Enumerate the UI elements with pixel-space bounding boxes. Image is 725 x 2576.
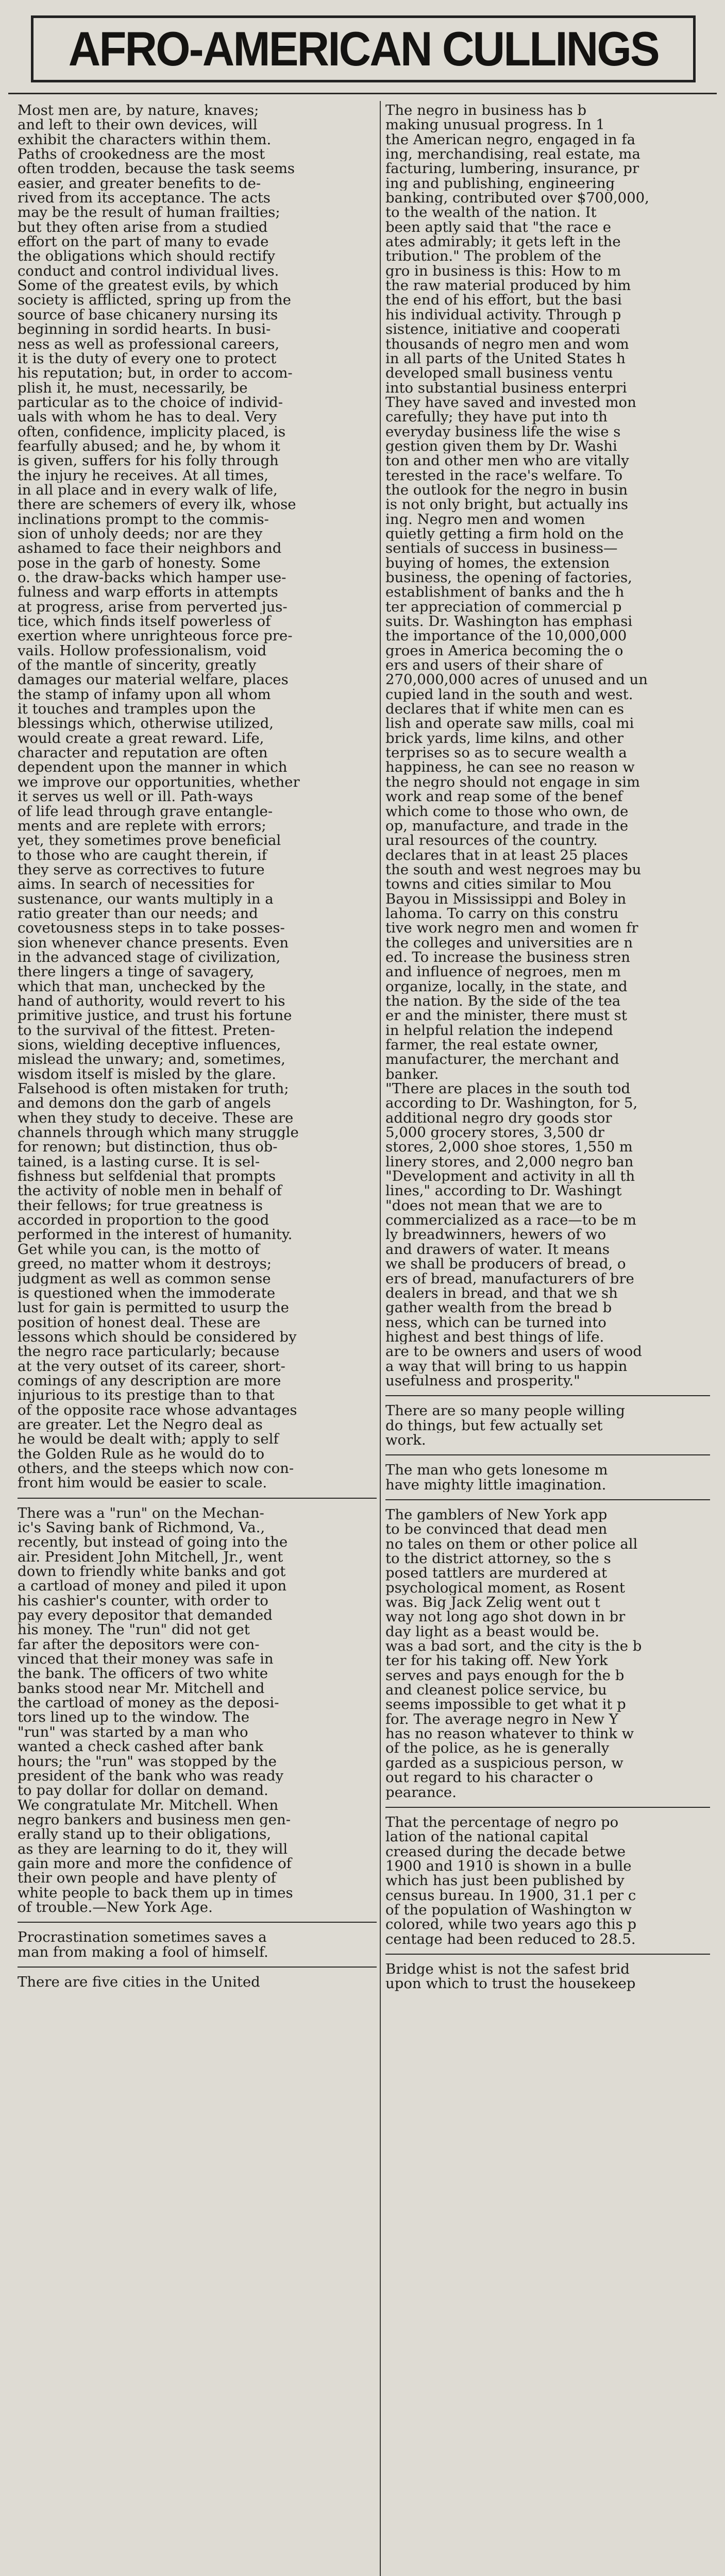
text-line: carefully; they have put into th	[385, 410, 608, 425]
text-line: and influence of negroes, men m	[385, 964, 621, 979]
text-line: wisdom itself is misled by the glare.	[18, 1066, 277, 1082]
text-line: lines," according to Dr. Washingt	[385, 1183, 622, 1198]
text-line: stores, 2,000 shoe stores, 1,550 m	[385, 1140, 633, 1155]
text-line: pay every depositor that demanded	[18, 1608, 273, 1623]
text-line: There are so many people willing	[385, 1403, 625, 1418]
text-line: banker.	[385, 1066, 439, 1082]
text-line: manufacturer, the merchant and	[385, 1052, 619, 1067]
text-line: centage had been reduced to 28.5.	[385, 1931, 636, 1946]
text-line: would create a great reward. Life,	[18, 731, 264, 746]
text-line: negro bankers and business men gen-	[18, 1812, 291, 1827]
text-line: of life lead through grave entangle-	[18, 804, 273, 819]
text-line: been aptly said that "the race e	[385, 219, 611, 235]
text-line: "does not mean that we are to	[385, 1198, 602, 1213]
text-line: mislead the unwary; and, sometimes,	[18, 1052, 285, 1067]
text-line: business, the opening of factories,	[385, 570, 632, 585]
text-line: Falsehood is often mistaken for truth;	[18, 1081, 289, 1096]
text-line: the American negro, engaged in fa	[385, 132, 635, 147]
text-line: Bridge whist is not the safest brid	[385, 1961, 630, 1977]
text-line: the negro race particularly; because	[18, 1344, 280, 1359]
text-line: Paths of crookedness are the most	[18, 147, 265, 162]
text-line: there lingers a tinge of savagery,	[18, 964, 255, 979]
text-line: commercialized as a race—to be m	[385, 1213, 636, 1228]
text-line: the outlook for the negro in busin	[385, 482, 628, 498]
text-line: no tales on them or other police all	[385, 1536, 638, 1551]
text-line: exhibit the characters within them.	[18, 132, 272, 147]
text-line: a cartload of money and piled it upon	[18, 1579, 287, 1594]
text-line: sentials of success in business—	[385, 541, 618, 556]
text-line: work.	[385, 1432, 426, 1448]
text-line: inclinations prompt to the commis-	[18, 512, 269, 527]
text-line: the nation. By the side of the tea	[385, 993, 621, 1009]
text-line: of the opposite race whose advantages	[18, 1402, 297, 1417]
text-line: the bank. The officers of two white	[18, 1666, 268, 1681]
text-line: was. Big Jack Zelig went out t	[385, 1595, 600, 1610]
text-line: of the police, as he is generally	[385, 1741, 610, 1756]
text-line: often, confidence, implicity placed, is	[18, 424, 286, 439]
text-line: towns and cities similar to Mou	[385, 877, 612, 892]
text-line: far after the depositors were con-	[18, 1637, 260, 1652]
article-bridge-whist	[385, 1962, 710, 1991]
text-line: sion of unholy deeds; nor are they	[18, 526, 263, 541]
text-line: Most men are, by nature, knaves;	[18, 103, 259, 118]
text-line: which come to those who own, de	[385, 804, 629, 819]
text-line: may be the result of human frailties;	[18, 205, 280, 220]
text-line: tained, is a lasting curse. It is sel-	[18, 1154, 260, 1170]
text-line: the activity of noble men in behalf of	[18, 1183, 282, 1198]
text-line: banks stood near Mr. Mitchell and	[18, 1681, 265, 1696]
text-line: Get while you can, is the motto of	[18, 1242, 260, 1257]
text-line: buying of homes, the extension	[385, 555, 610, 570]
text-line: the stamp of infamy upon all whom	[18, 687, 271, 702]
text-line: according to Dr. Washington, for 5,	[385, 1096, 638, 1111]
article-lonesome	[385, 1463, 710, 1492]
text-line: lish and operate saw mills, coal mi	[385, 716, 634, 731]
text-line: terprises so as to secure wealth a	[385, 745, 627, 760]
text-line: which has just been published by	[385, 1873, 625, 1888]
text-line: and cleanest police service, bu	[385, 1683, 607, 1698]
text-line: The man who gets lonesome m	[385, 1463, 608, 1478]
text-line: for. The average negro in New Y	[385, 1711, 618, 1727]
text-line: aims. In search of necessities for	[18, 877, 254, 892]
text-line: out regard to his character o	[385, 1770, 593, 1785]
text-line: the cartload of money as the deposi-	[18, 1696, 279, 1710]
text-line: ing and publishing, engineering	[385, 176, 615, 191]
text-line: terested in the race's welfare. To	[385, 468, 623, 483]
text-line: white people to back them up in times	[18, 1885, 293, 1900]
article-separator	[385, 1807, 710, 1808]
text-line: The gamblers of New York app	[385, 1507, 608, 1522]
text-line: brick yards, lime kilns, and other	[385, 731, 624, 746]
text-line: tribution." The problem of the	[385, 249, 601, 264]
text-line: seems impossible to get what it p	[385, 1697, 626, 1712]
text-line: conduct and control individual lives.	[18, 263, 279, 279]
text-line: The negro in business has b	[385, 103, 587, 118]
text-line: colored, while two years ago this p	[385, 1917, 637, 1932]
text-line: wanted a check cashed after bank	[18, 1739, 264, 1754]
text-line: pose in the garb of honesty. Some	[18, 555, 261, 570]
text-line: declares that if white men can es	[385, 702, 624, 717]
article-knaves	[18, 103, 377, 1490]
text-line: at the very outset of its career, short-	[18, 1359, 285, 1374]
text-line: tive work negro men and women fr	[385, 921, 638, 936]
text-line: are greater. Let the Negro deal as	[18, 1417, 263, 1432]
text-line: lust for gain is permitted to usurp the	[18, 1300, 289, 1315]
text-line: ural resources of the country.	[385, 833, 598, 848]
text-line: lessons which should be considered by	[18, 1329, 297, 1345]
text-line: happiness, he can see no reason w	[385, 760, 635, 775]
text-line: farmer, the real estate owner,	[385, 1038, 599, 1053]
text-line: the colleges and universities are n	[385, 935, 633, 950]
text-line: "There are places in the south tod	[385, 1081, 631, 1096]
text-line: ers of bread, manufacturers of bre	[385, 1271, 634, 1286]
text-line: of trouble.—New York Age.	[18, 1900, 213, 1915]
text-line: easier, and greater benefits to de-	[18, 176, 261, 191]
text-line: er and the minister, there must st	[385, 1008, 627, 1023]
text-line: gain more and more the confidence of	[18, 1856, 292, 1871]
text-line: sion whenever chance presents. Even	[18, 935, 289, 950]
text-line: Bayou in Mississippi and Boley in	[385, 891, 627, 906]
text-line: to be convinced that dead men	[385, 1522, 608, 1537]
text-line: tors lined up to the window. The	[18, 1710, 250, 1725]
text-line: exertion where unrighteous force pre-	[18, 629, 293, 643]
article-gamblers	[385, 1507, 710, 1800]
text-line: into substantial business enterpri	[385, 380, 627, 395]
text-line: their own people and have plenty of	[18, 1871, 276, 1886]
text-line: garded as a suspicious person, w	[385, 1755, 623, 1771]
text-line: to the district attorney, so the s	[385, 1551, 611, 1566]
text-line: organize, locally, in the state, and	[385, 979, 628, 994]
right-column	[385, 103, 710, 2576]
text-line: his money. The "run" did not get	[18, 1622, 250, 1637]
text-line: the importance of the 10,000,000	[385, 629, 627, 643]
text-line: gro in business is this: How to m	[385, 263, 621, 279]
text-line: the injury he receives. At all times,	[18, 468, 268, 483]
text-line: and left to their own devices, will	[18, 117, 258, 132]
text-line: vails. Hollow professionalism, void	[18, 643, 267, 658]
text-line: ing, merchandising, real estate, ma	[385, 147, 640, 162]
article-separator	[18, 1967, 377, 1968]
text-line: and demons don the garb of angels	[18, 1096, 271, 1111]
text-line: character and reputation are often	[18, 745, 268, 760]
text-line: but they often arise from a studied	[18, 219, 268, 235]
text-line: serves and pays enough for the b	[385, 1668, 625, 1683]
text-line: covetousness steps in to take posses-	[18, 921, 285, 936]
text-line: at progress, arise from perverted jus-	[18, 599, 288, 615]
text-line: day light as a beast would be.	[385, 1624, 600, 1639]
text-line: hand of authority, would revert to his	[18, 993, 285, 1009]
text-line: there are schemers of every ilk, whose	[18, 497, 296, 512]
text-line: front him would be easier to scale.	[18, 1476, 267, 1490]
article-so-many-people	[385, 1403, 710, 1447]
text-line: making unusual progress. In 1	[385, 117, 605, 132]
text-line: plish it, he must, necessarily, be	[18, 380, 248, 395]
text-line: gather wealth from the bread b	[385, 1300, 612, 1315]
text-line: as they are learning to do it, they will	[18, 1841, 288, 1856]
text-line: recently, but instead of going into the	[18, 1535, 288, 1550]
text-line: lahoma. To carry on this constru	[385, 906, 619, 921]
text-line: their fellows; for true greatness is	[18, 1198, 263, 1213]
text-line: declares that in at least 25 places	[385, 848, 628, 862]
text-line: facturing, lumbering, insurance, pr	[385, 161, 639, 176]
text-line: groes in America becoming the o	[385, 643, 623, 658]
text-line: creased during the decade betwe	[385, 1844, 626, 1859]
text-line: usefulness and prosperity."	[385, 1373, 580, 1388]
text-line: when they study to deceive. These are	[18, 1110, 294, 1126]
text-line: it is the duty of every one to protect	[18, 351, 277, 366]
text-line: fishness but selfdenial that prompts	[18, 1169, 276, 1184]
text-line: thousands of negro men and wom	[385, 336, 629, 351]
text-line: of the population of Washington w	[385, 1902, 632, 1918]
article-separator	[385, 1395, 710, 1396]
text-line: the end of his effort, but the basi	[385, 293, 622, 308]
text-line: is questioned when the immoderate	[18, 1285, 276, 1301]
text-line: primitive justice, and trust his fortune	[18, 1008, 292, 1023]
text-line: ton and other men who are vitally	[385, 453, 629, 468]
text-line: source of base chicanery nursing its	[18, 307, 278, 323]
text-line: fearfully abused; and he, by whom it	[18, 438, 280, 454]
page-title: AFRO-AMERICAN CULLINGS	[68, 22, 659, 76]
text-line: highest and best things of life.	[385, 1329, 604, 1345]
text-line: ter for his taking off. New York	[385, 1653, 608, 1668]
text-line: injurious to its prestige than to that	[18, 1388, 275, 1403]
text-line: 5,000 grocery stores, 3,500 dr	[385, 1125, 604, 1140]
article-procrastination	[18, 1930, 377, 1959]
text-line: ments and are replete with errors;	[18, 818, 266, 834]
text-line: Some of the greatest evils, by which	[18, 278, 279, 293]
text-line: quietly getting a firm hold on the	[385, 526, 624, 541]
text-line: it touches and tramples upon the	[18, 702, 256, 717]
text-line: effort on the part of many to evade	[18, 234, 269, 249]
text-line: in all parts of the United States h	[385, 351, 626, 366]
text-line: census bureau. In 1900, 31.1 per c	[385, 1888, 636, 1903]
text-line: That the percentage of negro po	[385, 1815, 619, 1830]
text-line: damages our material welfare, places	[18, 672, 289, 687]
text-line: ers and users of their share of	[385, 658, 603, 673]
text-line: in the advanced stage of civilization,	[18, 950, 281, 965]
text-line: president of the bank who was ready	[18, 1768, 283, 1784]
text-line: uals with whom he has to deal. Very	[18, 410, 277, 425]
text-line: linery stores, and 2,000 negro ban	[385, 1154, 634, 1170]
text-line: ness, which can be turned into	[385, 1315, 606, 1330]
text-line: cupied land in the south and west.	[385, 687, 633, 702]
text-line: for renown; but distinction, thus ob-	[18, 1140, 278, 1155]
text-line: to pay dollar for dollar on demand.	[18, 1783, 268, 1798]
text-line: his cashier's counter, with order to	[18, 1593, 268, 1608]
text-line: ing. Negro men and women	[385, 512, 585, 527]
text-line: psychological moment, as Rosent	[385, 1580, 625, 1596]
text-line: we shall be producers of bread, o	[385, 1257, 626, 1272]
article-percentage	[385, 1815, 710, 1946]
text-line: we improve our opportunities, whether	[18, 774, 300, 790]
left-column	[18, 103, 377, 2576]
text-line: greed, no matter whom it destroys;	[18, 1257, 272, 1272]
text-line: ashamed to face their neighbors and	[18, 541, 282, 556]
text-line: and drawers of water. It means	[385, 1242, 610, 1257]
text-line: fulness and warp efforts in attempts	[18, 585, 278, 600]
text-line: his individual activity. Through p	[385, 307, 621, 323]
text-line: There are five cities in the United	[18, 1974, 260, 1990]
masthead-box	[31, 15, 696, 82]
text-line: society is afflicted, spring up from the	[18, 293, 291, 308]
article-run-on-bank	[18, 1506, 377, 1915]
masthead-rule	[8, 93, 717, 94]
text-line: lation of the national capital	[385, 1829, 588, 1844]
article-separator	[18, 1498, 377, 1499]
text-line: establishment of banks and the h	[385, 585, 625, 600]
text-line: in all place and in every walk of life,	[18, 482, 278, 498]
article-negro-business	[385, 103, 710, 1388]
article-separator	[385, 1454, 710, 1455]
text-line: have mighty little imagination.	[385, 1477, 606, 1492]
text-line: They have saved and invested mon	[385, 395, 636, 410]
text-line: comings of any description are more	[18, 1373, 281, 1388]
text-line: man from making a fool of himself.	[18, 1944, 268, 1959]
text-line: work and reap some of the benef	[385, 789, 623, 804]
text-line: everyday business life the wise s	[385, 424, 621, 439]
text-line: dealers in bread, and that we sh	[385, 1285, 618, 1301]
text-line: air. President John Mitchell, Jr., went	[18, 1549, 283, 1565]
text-line: particular as to the choice of individ-	[18, 395, 283, 410]
text-line: ratio greater than our needs; and	[18, 906, 258, 921]
text-line: upon which to trust the housekeep	[385, 1976, 636, 1991]
text-line: he would be dealt with; apply to self	[18, 1432, 279, 1447]
text-line: to the survival of the fittest. Preten-	[18, 1023, 275, 1038]
text-line: do things, but few actually set	[385, 1418, 603, 1433]
text-line: tice, which finds itself powerless of	[18, 614, 271, 629]
text-line: accorded in proportion to the good	[18, 1213, 269, 1228]
article-separator	[385, 1954, 710, 1955]
text-line: it serves us well or ill. Path-ways	[18, 789, 254, 804]
text-line: to the wealth of the nation. It	[385, 205, 597, 220]
text-line: to those who are caught therein, if	[18, 848, 267, 862]
text-line: 1900 and 1910 is shown in a bulle	[385, 1858, 632, 1874]
text-line: pearance.	[385, 1785, 457, 1800]
text-line: position of honest deal. These are	[18, 1315, 261, 1330]
text-line: his reputation; but, in order to accom-	[18, 366, 293, 381]
text-line: of the mantle of sincerity, greatly	[18, 658, 257, 673]
text-line: channels through which many struggle	[18, 1125, 299, 1140]
text-line: the raw material produced by him	[385, 278, 631, 293]
text-line: additional negro dry goods stor	[385, 1110, 612, 1126]
text-line: sions, wielding deceptive influences,	[18, 1038, 281, 1053]
column-divider	[380, 101, 381, 2576]
text-line: often trodden, because the task seems	[18, 161, 295, 176]
text-line: beginning in sordid hearts. In busi-	[18, 322, 271, 337]
article-separator	[18, 1922, 377, 1923]
text-line: ly breadwinners, hewers of wo	[385, 1227, 606, 1242]
text-line: judgment as well as common sense	[18, 1271, 271, 1286]
text-line: banking, contributed over $700,000,	[385, 191, 649, 206]
text-line: 270,000,000 acres of unused and un	[385, 672, 648, 687]
text-line: are to be owners and users of wood	[385, 1344, 642, 1359]
text-line: o. the draw-backs which hamper use-	[18, 570, 286, 585]
text-line: posed tattlers are murdered at	[385, 1566, 608, 1581]
text-line: the south and west negroes may bu	[385, 862, 642, 877]
text-line: which that man, unchecked by the	[18, 979, 265, 994]
text-line: ter appreciation of commercial p	[385, 599, 622, 615]
text-line: ates admirably; it gets left in the	[385, 234, 621, 249]
text-line: ic's Saving bank of Richmond, Va.,	[18, 1520, 265, 1535]
text-line: the negro should not engage in sim	[385, 774, 640, 790]
text-line: rived from its acceptance. The acts	[18, 191, 271, 206]
text-line: yet, they sometimes prove beneficial	[18, 833, 281, 848]
text-line: a way that will bring to us happin	[385, 1359, 628, 1374]
text-line: There was a "run" on the Mechan-	[18, 1505, 264, 1520]
text-line: the obligations which should rectify	[18, 249, 276, 264]
text-line: ness as well as professional careers,	[18, 336, 280, 351]
text-line: op, manufacture, and trade in the	[385, 818, 629, 834]
text-line: has no reason whatever to think w	[385, 1726, 634, 1741]
text-line: hours; the "run" was stopped by the	[18, 1754, 277, 1769]
text-line: sistence, initiative and cooperati	[385, 322, 620, 337]
text-line: is not only bright, but actually ins	[385, 497, 628, 512]
article-five-cities	[18, 1975, 377, 1989]
text-line: vinced that their money was safe in	[18, 1652, 274, 1667]
text-line: suits. Dr. Washington has emphasi	[385, 614, 633, 629]
text-line: others, and the steeps which now con-	[18, 1461, 294, 1476]
text-line: was a bad sort, and the city is the b	[385, 1639, 642, 1654]
text-line: "Development and activity in all th	[385, 1169, 635, 1184]
text-line: erally stand up to their obligations,	[18, 1827, 272, 1842]
text-line: the Golden Rule as he would do to	[18, 1446, 265, 1461]
text-line: Procrastination sometimes saves a	[18, 1930, 267, 1945]
text-line: developed small business ventu	[385, 366, 613, 381]
text-line: is given, suffers for his folly through	[18, 453, 279, 468]
text-line: way not long ago shot down in br	[385, 1609, 626, 1624]
text-line: We congratulate Mr. Mitchell. When	[18, 1798, 279, 1812]
text-line: gestion given them by Dr. Washi	[385, 438, 617, 454]
text-line: dependent upon the manner in which	[18, 760, 288, 775]
text-line: performed in the interest of humanity.	[18, 1227, 293, 1242]
text-line: blessings which, otherwise utilized,	[18, 716, 274, 731]
text-line: sustenance, our wants multiply in a	[18, 891, 274, 906]
text-line: ed. To increase the business stren	[385, 950, 630, 965]
text-line: down to friendly white banks and got	[18, 1564, 286, 1579]
text-line: "run" was started by a man who	[18, 1724, 248, 1740]
article-separator	[385, 1499, 710, 1500]
text-line: in helpful relation the independ	[385, 1023, 613, 1038]
text-line: they serve as correctives to future	[18, 862, 265, 877]
